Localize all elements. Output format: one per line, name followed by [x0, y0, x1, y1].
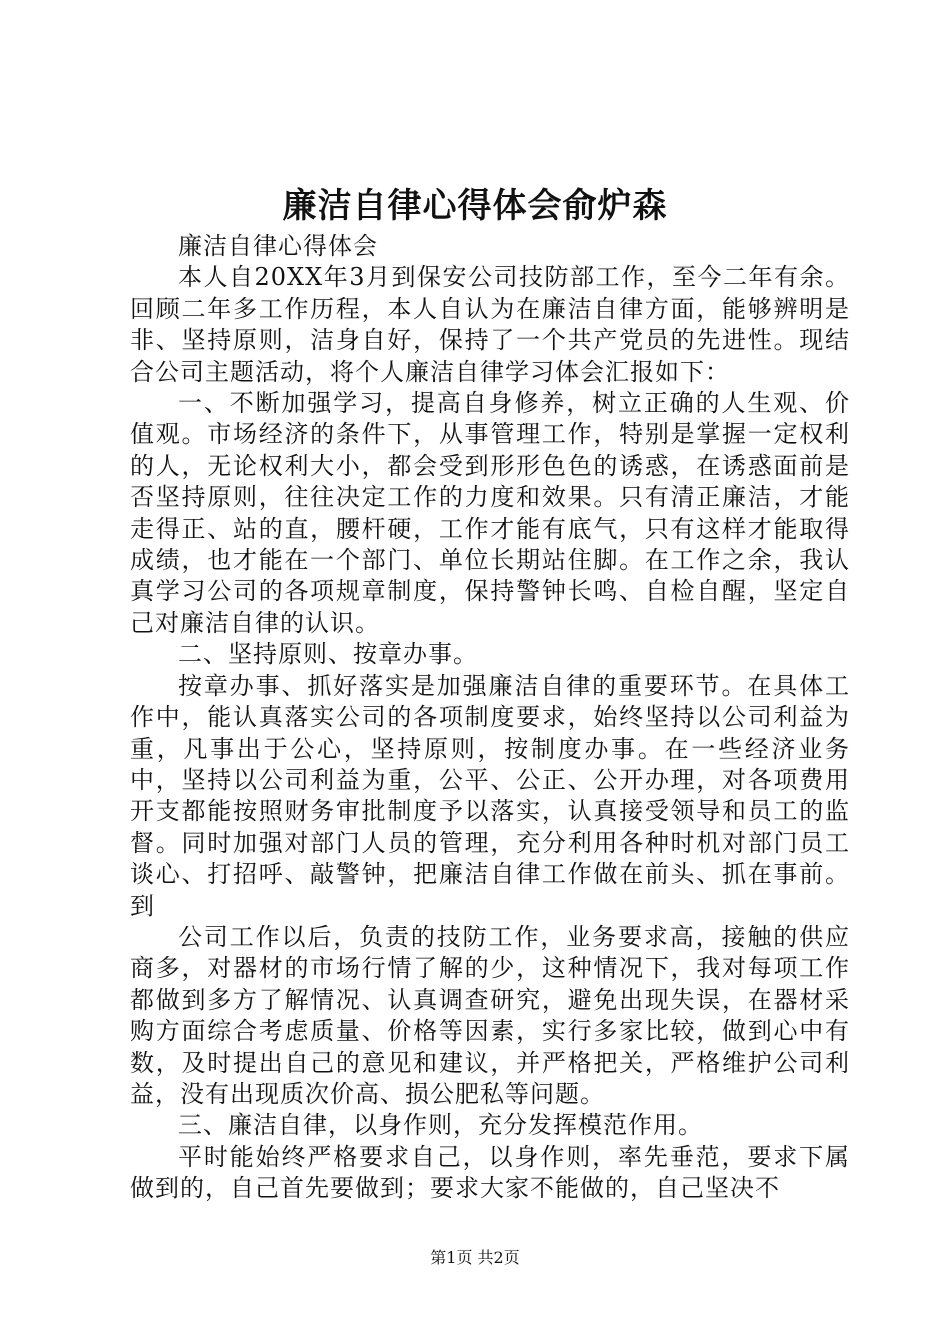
paragraph-section-three-body: 平时能始终严格要求自己，以身作则，率先垂范，要求下属做到的，自己首先要做到；要求大家不能做的，自己坚决不: [130, 1142, 850, 1203]
document-title: 廉洁自律心得体会俞炉森: [282, 186, 668, 226]
page-number-footer: 第1页 共2页: [430, 1248, 520, 1267]
paragraph-intro: 本人自20XX年3月到保安公司技防部工作，至今二年有余。回顾二年多工作历程，本人自认为在廉洁自律方面，能够辨明是非、坚持原则，洁身自好，保持了一个共产党员的先进性。现结合公司主题活动，将个人廉洁自律学习体会汇报如下：: [130, 263, 850, 386]
paragraph-section-two-heading: 二、坚持原则、按章办事。: [178, 640, 478, 669]
paragraph-section-three-heading: 三、廉洁自律，以身作则，充分发挥模范作用。: [178, 1111, 703, 1140]
paragraph-section-two-body: 按章办事、抓好落实是加强廉洁自律的重要环节。在具体工作中，能认真落实公司的各项制度要求，始终坚持以公司利益为重，凡事出于公心，坚持原则，按制度办事。在一些经济业务中，坚持以公司利益为重，公平、公正、公开办理，对各项费用开支都能按照财务审批制度予以落实，认真接受领导和员工的监督。同时加强对部门人员的管理，充分利用各种时机对部门员工谈心、打招呼、敲警钟，把廉洁自律工作做在前头、抓在事前。到: [130, 671, 850, 920]
document-body: [130, 231, 850, 1205]
paragraph-procurement: 公司工作以后，负责的技防工作，业务要求高，接触的供应商多，对器材的市场行情了解的少，这种情况下，我对每项工作都做到多方了解情况、认真调查研究，避免出现失误，在器材采购方面综合考虑质量、价格等因素，实行多家比较，做到心中有数，及时提出自己的意见和建议，并严格把关，严格维护公司利益，没有出现质次价高、损公肥私等问题。: [130, 922, 850, 1108]
paragraph-subtitle: 廉洁自律心得体会: [178, 232, 378, 260]
paragraph-section-one: 一、不断加强学习，提高自身修养，树立正确的人生观、价值观。市场经济的条件下，从事管理工作，特别是掌握一定权利的人，无论权利大小，都会受到形形色色的诱惑，在诱惑面前是否坚持原则，往往决定工作的力度和效果。只有清正廉洁，才能走得正、站的直，腰杆硬，工作才能有底气，只有这样才能取得成绩，也才能在一个部门、单位长期站住脚。在工作之余，我认真学习公司的各项规章制度，保持警钟长鸣、自检自醒，坚定自己对廉洁自律的认识。: [130, 389, 850, 637]
